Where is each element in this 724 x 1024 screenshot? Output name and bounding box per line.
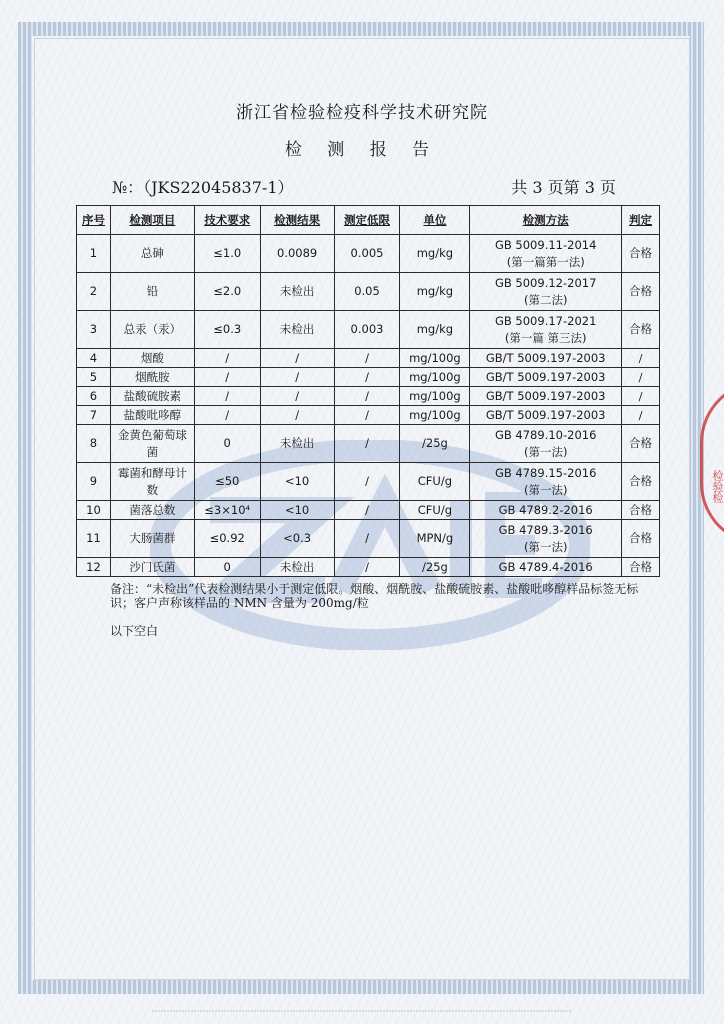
row-no: 4 [77, 349, 111, 368]
row-method [470, 311, 622, 349]
row-method [470, 273, 622, 311]
row-no: 10 [77, 501, 111, 520]
row-item: 烟酰胺 [110, 368, 194, 387]
row-verdict: / [622, 387, 660, 406]
row-method [470, 520, 622, 558]
row-unit: mg/100g [400, 406, 470, 425]
row-unit: /25g [400, 425, 470, 463]
stamp-text: 检验检 [711, 470, 724, 503]
table-row [77, 235, 660, 273]
row-limit: / [334, 387, 400, 406]
row-limit: / [334, 501, 400, 520]
row-verdict: 合格 [622, 463, 660, 501]
row-limit: 0.005 [334, 235, 400, 273]
results-table [76, 205, 660, 577]
row-unit: mg/kg [400, 273, 470, 311]
table-row [77, 387, 660, 406]
row-no: 12 [77, 558, 111, 577]
row-verdict: 合格 [622, 520, 660, 558]
row-item: 沙门氏菌 [110, 558, 194, 577]
remarks: 备注：“未检出”代表检测结果小于测定低限。烟酸、烟酰胺、盐酸硫胺素、盐酸吡哆醇样品标签无标识；客户声称该样品的 NMN 含量为 200mg/粒 [110, 582, 639, 610]
page-indicator: 共 3 页第 3 页 [511, 178, 616, 197]
row-method [470, 235, 622, 273]
row-verdict: / [622, 406, 660, 425]
row-requirement: / [194, 368, 260, 387]
row-result: / [260, 349, 334, 368]
row-requirement: 0 [194, 425, 260, 463]
row-limit: / [334, 368, 400, 387]
row-unit: MPN/g [400, 520, 470, 558]
row-limit: / [334, 425, 400, 463]
report-number: №：（JKS22045837-1） [112, 178, 294, 197]
table-row [77, 520, 660, 558]
col-header-item: 检测项目 [110, 206, 194, 235]
row-no: 9 [77, 463, 111, 501]
row-method [470, 425, 622, 463]
col-header-unit: 单位 [400, 206, 470, 235]
row-unit: /25g [400, 558, 470, 577]
row-method: GB/T 5009.197-2003 [470, 349, 622, 368]
row-no: 7 [77, 406, 111, 425]
col-header-method: 检测方法 [470, 206, 622, 235]
table-row [77, 463, 660, 501]
row-item: 总砷 [110, 235, 194, 273]
row-requirement: 0 [194, 558, 260, 577]
row-verdict: 合格 [622, 273, 660, 311]
method-subclause: (第一篇第一法) [506, 254, 585, 269]
row-unit: mg/100g [400, 349, 470, 368]
row-requirement: ≤3×10⁴ [194, 501, 260, 520]
row-result: / [260, 368, 334, 387]
table-row [77, 406, 660, 425]
col-header-requirement: 技术要求 [194, 206, 260, 235]
footer-microtext [0, 1008, 724, 1016]
row-result: 未检出 [260, 273, 334, 311]
report-title: 检 测 报 告 [284, 140, 440, 160]
row-method: GB/T 5009.197-2003 [470, 387, 622, 406]
row-verdict: 合格 [622, 558, 660, 577]
row-item: 盐酸硫胺素 [110, 387, 194, 406]
row-verdict: 合格 [622, 501, 660, 520]
row-item: 铅 [110, 273, 194, 311]
row-unit: mg/100g [400, 387, 470, 406]
table-row [77, 349, 660, 368]
row-verdict: / [622, 349, 660, 368]
col-header-no: 序号 [77, 206, 111, 235]
row-requirement: ≤0.92 [194, 520, 260, 558]
table-row [77, 558, 660, 577]
method-subclause: (第一法) [523, 539, 568, 554]
row-verdict: / [622, 368, 660, 387]
row-requirement: / [194, 406, 260, 425]
row-no: 1 [77, 235, 111, 273]
method-subclause: (第一法) [523, 482, 568, 497]
row-method: GB 4789.2-2016 [470, 501, 622, 520]
table-row [77, 425, 660, 463]
row-result: / [260, 406, 334, 425]
method-standard: GB 4789.3-2016 [498, 522, 593, 537]
row-unit: mg/100g [400, 368, 470, 387]
method-standard: GB 5009.17-2021 [494, 313, 597, 328]
row-unit: CFU/g [400, 463, 470, 501]
row-no: 5 [77, 368, 111, 387]
row-limit: / [334, 349, 400, 368]
method-subclause: (第一篇 第三法) [504, 330, 587, 345]
col-header-verdict: 判定 [622, 206, 660, 235]
row-no: 2 [77, 273, 111, 311]
row-verdict: 合格 [622, 425, 660, 463]
row-method [470, 463, 622, 501]
row-limit: / [334, 406, 400, 425]
row-item: 霉菌和酵母计数 [110, 463, 194, 501]
institute-name: 浙江省检验检疫科学技术研究院 [236, 103, 488, 123]
row-unit: mg/kg [400, 235, 470, 273]
method-standard: GB 4789.15-2016 [494, 465, 597, 480]
row-no: 6 [77, 387, 111, 406]
col-header-result: 检测结果 [260, 206, 334, 235]
row-item: 大肠菌群 [110, 520, 194, 558]
row-result: <10 [260, 501, 334, 520]
table-row [77, 368, 660, 387]
row-unit: mg/kg [400, 311, 470, 349]
row-result: <10 [260, 463, 334, 501]
row-requirement: / [194, 387, 260, 406]
row-requirement: ≤0.3 [194, 311, 260, 349]
row-no: 3 [77, 311, 111, 349]
col-header-limit: 测定低限 [334, 206, 400, 235]
row-requirement: / [194, 349, 260, 368]
row-item: 菌落总数 [110, 501, 194, 520]
row-item: 盐酸吡哆醇 [110, 406, 194, 425]
row-requirement: ≤50 [194, 463, 260, 501]
method-subclause: (第一法) [523, 444, 568, 459]
blank-below-note: 以下空白 [110, 624, 159, 638]
row-method: GB 4789.4-2016 [470, 558, 622, 577]
row-verdict: 合格 [622, 235, 660, 273]
row-method: GB/T 5009.197-2003 [470, 368, 622, 387]
row-requirement: ≤1.0 [194, 235, 260, 273]
row-limit: / [334, 463, 400, 501]
row-method: GB/T 5009.197-2003 [470, 406, 622, 425]
row-limit: / [334, 558, 400, 577]
footer-microtext-pattern [152, 1008, 572, 1014]
row-limit: / [334, 520, 400, 558]
table-header-row [77, 206, 660, 235]
row-result: 未检出 [260, 425, 334, 463]
row-item: 金黄色葡萄球菌 [110, 425, 194, 463]
table-row [77, 273, 660, 311]
row-result: 未检出 [260, 558, 334, 577]
row-no: 11 [77, 520, 111, 558]
table-row [77, 501, 660, 520]
row-unit: CFU/g [400, 501, 470, 520]
row-result: 0.0089 [260, 235, 334, 273]
row-item: 烟酸 [110, 349, 194, 368]
method-standard: GB 4789.10-2016 [494, 427, 597, 442]
row-result: <0.3 [260, 520, 334, 558]
method-subclause: (第二法) [523, 292, 568, 307]
method-standard: GB 5009.11-2014 [494, 237, 597, 252]
row-item: 总汞（汞） [110, 311, 194, 349]
row-no: 8 [77, 425, 111, 463]
row-limit: 0.05 [334, 273, 400, 311]
row-requirement: ≤2.0 [194, 273, 260, 311]
row-limit: 0.003 [334, 311, 400, 349]
row-result: 未检出 [260, 311, 334, 349]
row-result: / [260, 387, 334, 406]
row-verdict: 合格 [622, 311, 660, 349]
table-row [77, 311, 660, 349]
method-standard: GB 5009.12-2017 [494, 275, 597, 290]
